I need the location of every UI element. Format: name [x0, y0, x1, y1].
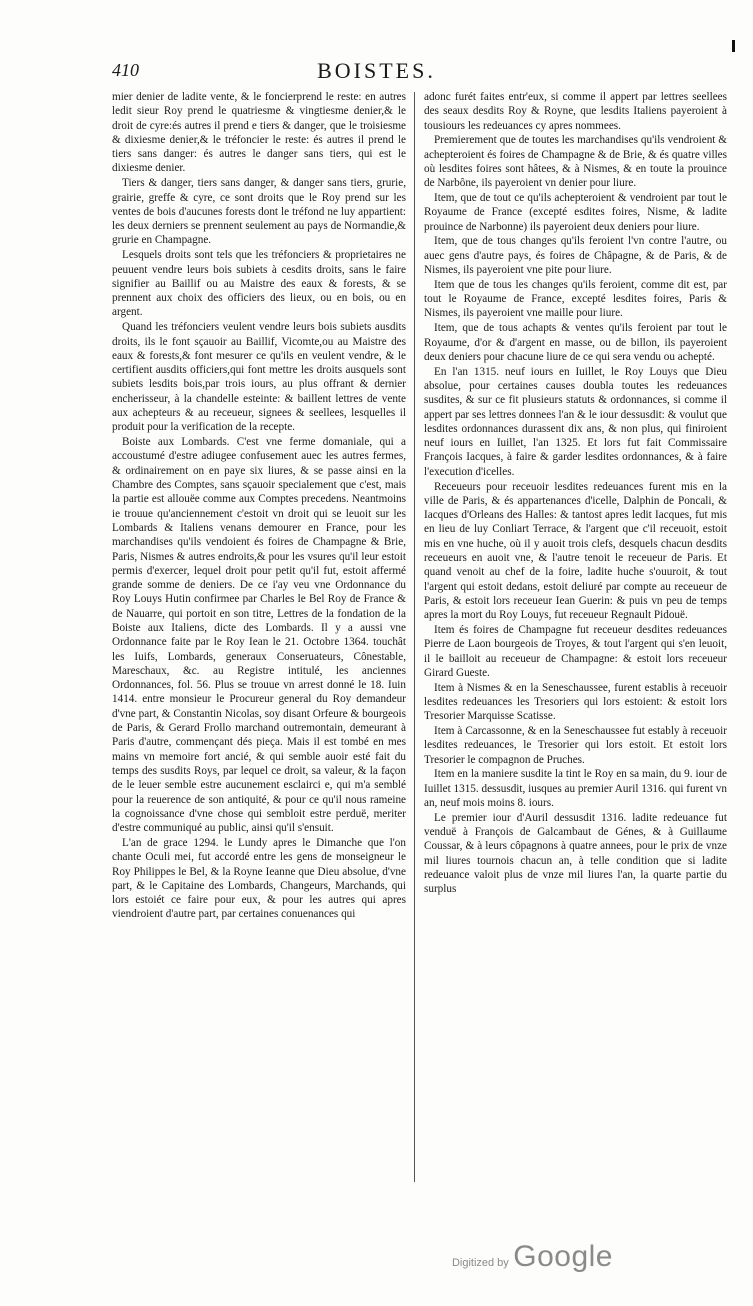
page-corner-mark — [732, 40, 735, 52]
running-title: BOISTES. — [317, 58, 436, 83]
right-paragraph-13: Le premier iour d'Auril dessusdit 1316. ladite redeuance fut venduë à François de Galcambaut de Génes, & à Guillaume Coussar, & à leurs côpagnons à quatre annees, pour le prix de vnze mil liures tournois chacun an, à telle condition que si ladite redeuance valoit plus de vnze mil liures l'an, la quarte partie du surplus — [424, 811, 727, 896]
right-paragraph-9: Item és foires de Champagne fut receueur desdites redeuances Pierre de Laon bourgeois de Troyes, & tout l'argent qui s'en leuoit, il le bailloit au receueur de Champagne: & estoit lors receueur Girard Gueste. — [424, 623, 727, 679]
left-paragraph-2: Tiers & danger, tiers sans danger, & danger sans tiers, grurie, grairie, greffe & cyre, ce sont droits que le Roy prend sur les ventes de bois d'aucunes forests dont le tréfond ne luy appartient: les deux derniers se prennent seulement au pays de Normandie,& grurie en Champagne. — [112, 177, 406, 247]
right-paragraph-5: Item que de tous les changes qu'ils feroient, comme dit est, par tout le Royaume de France, excepté lesdites foires, Paris & Nismes, ils payeroient vne maille pour liure. — [424, 278, 727, 320]
left-paragraph-5: Boiste aux Lombards. C'est vne ferme domaniale, qui a accoustumé d'estre adiugee confusement auec les autres fermes, & ordinairement on en paye six liures, & se passe ainsi en la Chambre des Comptes, sans sçauoir specialement que c'est, mais la partie est allouëe comme aux Comptes precedens. Neantmoins ie trouue qu'anciennement c'estoit vn droit qui se leuoit sur les Lombards & Italiens venans demourer en France, pour les marchandises qu'ils vendoient és foires de Champagne & Brie, Paris, Nismes & autres endroits,& pour les vsures qu'il leur estoit permis d'exercer, lequel droit pour petit qu'il fut, estoit affermé grande somme de deniers. De ce i'ay veu vne Ordonnance du Roy Louys Hutin confirmee par Charles le Bel Roy de France & de Nauarre, qui portoit en son titre, Lettres de la fondation de la Boiste aux Italiens, dicte des Lombards. Il y a aussi vne Ordonnance faite par le Roy Iean le 21. Octobre 1364. touchât les Iuifs, Lombards, generaux Conseruateurs, Cônestable, Mareschaux, &c. au Registre intitulé, les anciennes Ordonnances, fol. 56. Plus se trouue vn arrest donné le 18. Iuin 1414. entre monsieur le Procureur general du Roy demandeur d'vne part, & Constantin Nicolas, soy disant Orfeure & bourgeois de Paris, & Gerard Frollo marchand outremontain, demeurant à Paris d'autre, commençant dés pieça. Mais il est tombé en mes mains vn memoire fort ancié, & qui semble auoir esté fait du temps des susdits Roys, par lequel ce droit, sa valeur, & la façon de le leuer semble estre aucunement esclairci e, qui m'a semblé pour la reuerence de son antiquité, & pour ce qu'il nous rameine la cognoissance d'vne chose qui sembloit estre perduë, meriter d'estre communiqué au public, ainsi qu'il s'ensuit. — [112, 436, 406, 835]
right-paragraph-2: Premierement que de toutes les marchandises qu'ils vendroient & achepteroient és foires de Champagne & de Brie, & és quatre villes où lesdites foires sont hâtees, & à Nismes, & en toute la prouince de Narbône, ils payeroient vn denier pour liure. — [424, 134, 727, 190]
left-paragraph-6: L'an de grace 1294. le Lundy apres le Dimanche que l'on chante Oculi mei, fut accordé entre les gens de monseigneur le Roy Philippes le Bel, & la Royne Ieanne que Dieu absolue, d'vne part, & le Capitaine des Lombards, Changeurs, Marchands, qui lors estoiét ce faire pour eux, & pour les autres qui apres viendroient d'autre part, par certaines conuenances qui — [112, 836, 406, 921]
digitized-watermark — [452, 1240, 613, 1274]
left-paragraph-3: Lesquels droits sont tels que les tréfonciers & proprietaires ne peuuent vendre leurs bois subiets à cesdits droits, sans le faire signifier au Baillif ou au Maistre des eaux & forests, & se prennent aux choix des officiers des lieux, ou en bois, ou en argent. — [112, 249, 406, 319]
page-number: 410 — [112, 60, 139, 80]
right-paragraph-1: adonc furét faites entr'eux, si comme il appert par lettres seellees des seaux desdits Roy & Royne, que lesdits Italiens payeroient à tousiours les redeuances cy apres nommees. — [424, 91, 727, 132]
right-paragraph-10: Item à Nismes & en la Seneschaussee, furent establis à receuoir lesdites redeuances les Tresoriers qui lors estoient: & estoit lors Tresorier Marquisse Scatisse. — [424, 681, 727, 723]
left-column — [112, 90, 406, 922]
right-paragraph-8: Receueurs pour receuoir lesdites redeuances furent mis en la ville de Paris, & és appartenances d'icelle, Dalphin de Poncali, & Iacques d'Orleans des Halles: & tantost apres ledit Iacques, fut mis en lieu de luy Conliart Terrace, & l'argent que c'il receuoit, estoit mis en vne huche, où il y auoit trois clefs, desquels chacun desdits receueurs en auoit vne, & l'autre tenoit le receueur de Paris. Et quand venoit au chef de la foire, ladite huche s'ouuroit, & tout l'argent qui estoit dedans, estoit deliuré par compte au receueur de Paris, & estoit lors receueur Iean Guerin: & puis vn peu de temps apres la mort du Roy Louys, fut receueur Regnault Pidouë. — [424, 480, 727, 622]
right-paragraph-6: Item, que de tous achapts & ventes qu'ils feroient par tout le Royaume, d'or & d'argent en masse, ou de billon, ils payeroient deux deniers pour chacune liure de ce qui sera vendu ou achepté. — [424, 322, 727, 363]
left-paragraph-4: Quand les tréfonciers veulent vendre leurs bois subiets ausdits droits, ils le font sçauoir au Baillif, Vicomte,ou au Maistre des eaux & forests,& font mesurer ce qu'ils en veulent vendre, & le certifient ausdits officiers,qui font mettre les droits ausquels sont subiets lesdits bois,par trois iours, au plus offrant & dernier encherisseur, à la chandelle esteinte: & baillent lettres de vente aux achepteurs & au receueur, signees & seellees, lesquelles il produit pour la verification de la recepte. — [112, 321, 406, 434]
page-header — [0, 58, 753, 88]
right-paragraph-12: Item en la maniere susdite la tint le Roy en sa main, du 9. iour de Iuillet 1315. dessusdit, iusques au premier Auril 1316. qui furent vn an, neuf mois moins 8. iours. — [424, 768, 727, 810]
watermark-brand: Google — [513, 1240, 613, 1273]
column-divider — [414, 92, 415, 1182]
left-paragraph-1: mier denier de ladite vente, & le foncierprend le reste: en autres ledit sieur Roy prend le quatriesme & vingtiesme denier,& le droit de cyre:és autres il prend e tiers & danger, que le troisiesme & dixiesme denier,& le tréfoncier le reste: és autres il prend le tiers sans danger: és autres le danger sans tiers, qui est le dixiesme denier. — [112, 91, 406, 175]
right-column — [424, 90, 727, 897]
right-paragraph-7: En l'an 1315. neuf iours en Iuillet, le Roy Louys que Dieu absolue, pour certaines causes doubla toutes les redeuances susdites, & sur ce fit plusieurs statuts & ordonnances, si comme il appert par ses lettres donnees l'an & le iour dessusdit: & voulut que lesdites ordonnances durassent dix ans, & non plus, qui finiroient neuf iours en Iuillet, l'an 1325. Et lors fut fait Commissaire François Iacques, à faire & garder lesdites ordonnances, & à faire l'execution d'icelles. — [424, 365, 727, 478]
right-paragraph-11: Item à Carcassonne, & en la Seneschaussee fut estably à receuoir lesdites redeuances, le Tresorier qui lors estoit. Et estoit lors Tresorier le compagnon de Pruches. — [424, 725, 727, 766]
right-paragraph-4: Item, que de tous changes qu'ils feroient l'vn contre l'autre, ou auec gens d'autre pays, és foires de Châpagne, & de Paris, & de Nismes, ils payeroient vne pite pour liure. — [424, 235, 727, 277]
right-paragraph-3: Item, que de tout ce qu'ils achepteroient & vendroient par tout le Royaume de France (excepté esdites foires, Nisme, & ladite prouince de Narbonne) ils payeroient deux deniers pour liure. — [424, 192, 727, 233]
watermark-prefix: Digitized by — [451, 1257, 509, 1269]
